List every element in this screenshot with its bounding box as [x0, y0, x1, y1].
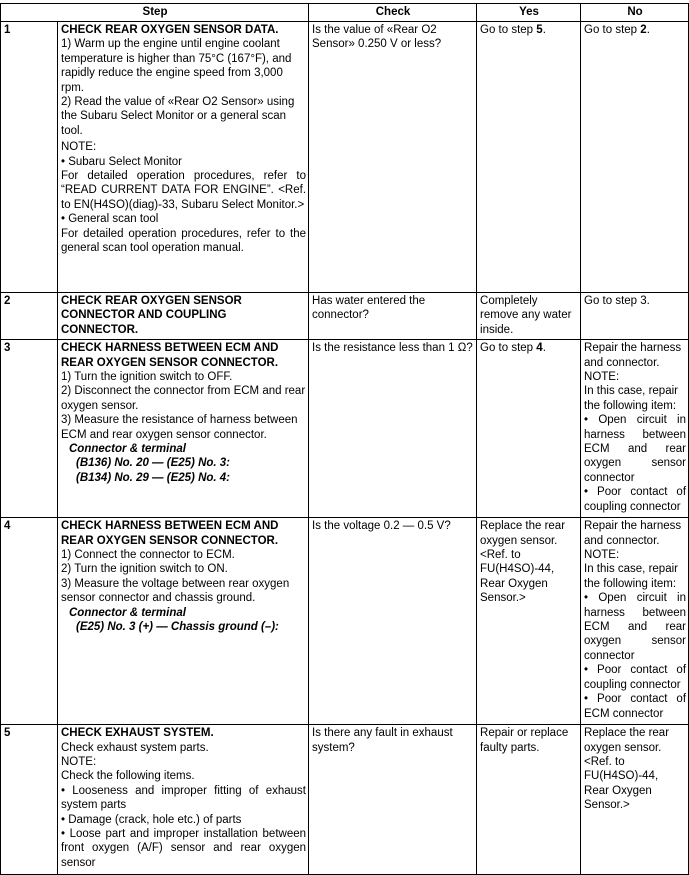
step-instruction: 3) Measure the resistance of harness between ECM and rear oxygen sensor connector.	[61, 414, 298, 441]
note-item: • Open circuit in harness between ECM and rear oxygen sensor connector	[584, 414, 687, 484]
no-cell	[581, 340, 689, 518]
table-row	[1, 340, 689, 518]
yes-step-link: 4	[536, 342, 543, 355]
terminal-spec: (E25) No. 3 (+) — Chassis ground (–):	[76, 621, 279, 634]
step-instruction: 1) Turn the ignition switch to OFF.	[61, 371, 233, 384]
header-check: Check	[309, 4, 477, 22]
note-item: • General scan tool	[61, 213, 159, 226]
step-description	[58, 725, 309, 875]
no-cell	[581, 22, 689, 293]
connector-label: Connector & terminal	[69, 606, 186, 619]
step-heading: CHECK HARNESS BETWEEN ECM AND REAR OXYGEN SENSOR CONNECTOR.	[61, 342, 279, 369]
step-instruction: Check exhaust system parts.	[61, 741, 209, 754]
no-cell	[581, 518, 689, 725]
step-heading: CHECK REAR OXYGEN SENSOR DATA.	[61, 24, 279, 36]
step-number: 4	[1, 518, 58, 725]
note-item: • Poor contact of coupling connector	[584, 664, 687, 691]
note-item: • Poor contact of ECM connector	[584, 693, 687, 720]
no-text-end: .	[646, 24, 650, 36]
note-label: NOTE:	[61, 756, 97, 769]
note-item: • Subaru Select Monitor	[61, 155, 183, 168]
note-item: • Open circuit in harness between ECM and rear oxygen sensor connector	[584, 592, 687, 662]
note-text: Check the following items.	[61, 770, 195, 783]
terminal-spec: (B134) No. 29 — (E25) No. 4:	[76, 471, 231, 484]
no-cell: Go to step 3.	[581, 293, 689, 340]
step-instruction: 1) Warm up the engine until engine coolant temperature is higher than 75°C (167°F), and rapidly reduce the engine speed from 3,000 rpm.	[61, 38, 292, 94]
note-text: For detailed operation procedures, refer to “READ CURRENT DATA FOR ENGINE”. <Ref. to EN(H4SO)(diag)-33, Subaru Select Monitor.>	[61, 170, 307, 211]
note-label: NOTE:	[61, 141, 97, 154]
yes-text-end: .	[542, 24, 546, 36]
connector-label: Connector & terminal	[69, 443, 186, 456]
step-instruction: 2) Turn the ignition switch to ON.	[61, 563, 228, 576]
step-instruction: 2) Read the value of «Rear O2 Sensor» using the Subaru Select Monitor or a general scan tool.	[61, 96, 295, 137]
step-description	[58, 518, 309, 725]
diagnostic-procedure-table	[0, 3, 689, 875]
header-no: No	[581, 4, 689, 22]
step-instruction: 3) Measure the voltage between rear oxygen sensor connector and chassis ground.	[61, 577, 290, 605]
no-action: Repair the harness and connector.	[584, 520, 682, 547]
header-yes: Yes	[477, 4, 581, 22]
yes-step-link: 5	[536, 24, 543, 36]
step-heading: CHECK EXHAUST SYSTEM.	[61, 727, 214, 740]
table-row	[1, 22, 689, 293]
step-number: 3	[1, 340, 58, 518]
step-instruction: 1) Connect the connector to ECM.	[61, 549, 235, 562]
step-heading: CHECK REAR OXYGEN SENSOR CONNECTOR AND COUPLING CONNECTOR.	[61, 295, 242, 336]
yes-text-end: .	[542, 342, 546, 355]
note-item: • Poor contact of coupling connector	[584, 486, 687, 513]
step-number: 1	[1, 22, 58, 293]
header-step: Step	[1, 4, 309, 22]
yes-text: Go to step	[480, 24, 537, 36]
note-label: NOTE:	[584, 549, 620, 562]
terminal-spec: (B136) No. 20 — (E25) No. 3:	[76, 457, 231, 470]
table-row	[1, 518, 689, 725]
check-cell: Is the resistance less than 1 Ω?	[309, 340, 477, 518]
yes-cell: Replace the rear oxygen sensor. <Ref. to FU(H4SO)-44, Rear Oxygen Sensor.>	[477, 518, 581, 725]
note-label: NOTE:	[584, 371, 620, 384]
table-header-row	[1, 4, 689, 22]
no-text: Go to step	[584, 24, 641, 36]
note-text: In this case, repair the following item:	[584, 385, 678, 412]
no-step-link: 2	[640, 24, 647, 36]
step-description	[58, 293, 309, 340]
no-cell: Replace the rear oxygen sensor. <Ref. to FU(H4SO)-44, Rear Oxygen Sensor.>	[581, 725, 689, 875]
note-item: • Loose part and improper installation between front oxygen (A/F) sensor and rear oxygen sensor	[61, 828, 307, 869]
step-instruction: 2) Disconnect the connector from ECM and rear oxygen sensor.	[61, 385, 306, 412]
table-row	[1, 293, 689, 340]
yes-text: Go to step	[480, 342, 537, 355]
check-cell: Is there any fault in exhaust system?	[309, 725, 477, 875]
note-item: • Damage (crack, hole etc.) of parts	[61, 813, 242, 826]
step-heading: CHECK HARNESS BETWEEN ECM AND REAR OXYGEN SENSOR CONNECTOR.	[61, 520, 279, 547]
check-cell: Is the voltage 0.2 — 0.5 V?	[309, 518, 477, 725]
step-number: 5	[1, 725, 58, 875]
step-description	[58, 340, 309, 518]
yes-cell	[477, 340, 581, 518]
yes-cell: Repair or replace faulty parts.	[477, 725, 581, 875]
table-row	[1, 725, 689, 875]
yes-cell: Completely remove any water inside.	[477, 293, 581, 340]
check-cell: Is the value of «Rear O2 Sensor» 0.250 V or less?	[309, 22, 477, 293]
no-action: Repair the harness and connector.	[584, 342, 682, 369]
note-text: For detailed operation procedures, refer to the general scan tool operation manual.	[61, 227, 307, 255]
note-text: In this case, repair the following item:	[584, 563, 678, 590]
note-item: • Looseness and improper fitting of exhaust system parts	[61, 784, 307, 812]
step-description	[58, 22, 309, 293]
step-number: 2	[1, 293, 58, 340]
yes-cell	[477, 22, 581, 293]
check-cell: Has water entered the connector?	[309, 293, 477, 340]
